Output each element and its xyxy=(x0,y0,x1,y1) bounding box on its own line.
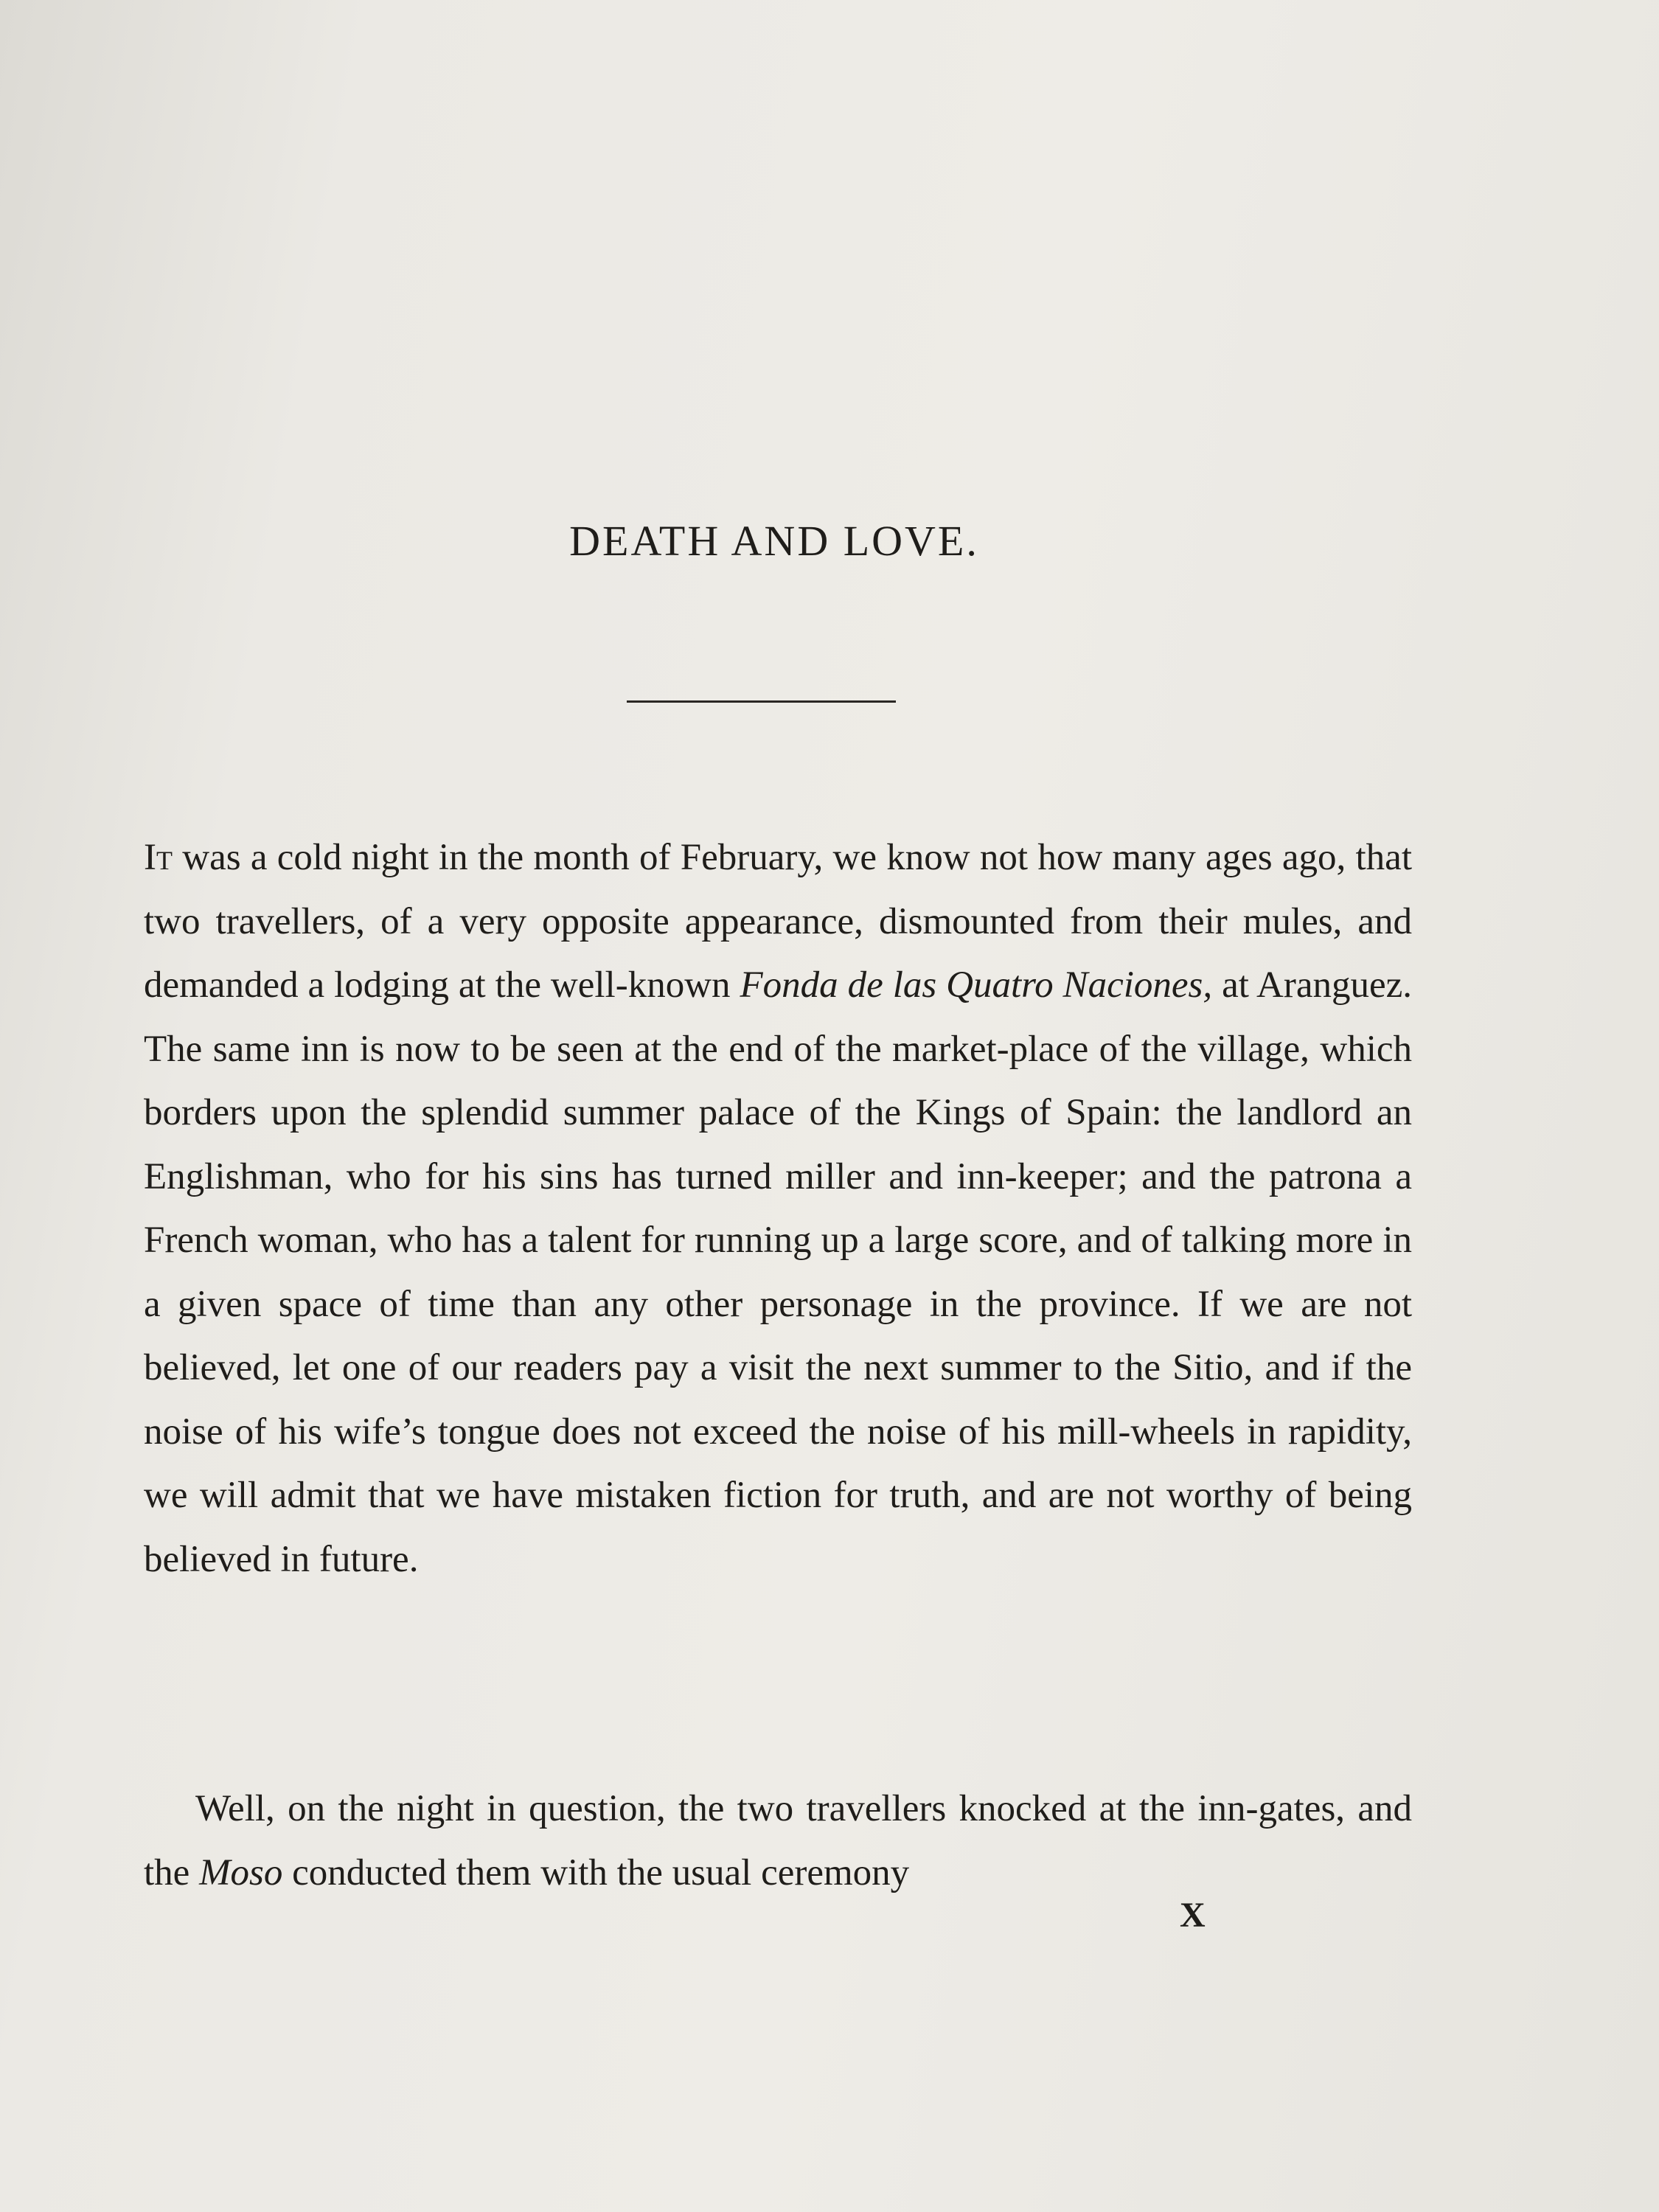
title-divider xyxy=(627,700,896,703)
paragraph-1 xyxy=(144,826,1412,1591)
signature-mark: X xyxy=(1180,1896,1206,1935)
paragraph-1-italic-inn-name: Fonda de las Quatro Naciones, xyxy=(740,964,1213,1006)
paragraph-2-text-b: conducted them with the usual ceremony xyxy=(282,1851,910,1893)
paragraph-2-italic-moso: Moso xyxy=(199,1851,283,1893)
paragraph-1-lead: It xyxy=(144,837,173,878)
paragraph-2 xyxy=(144,1777,1412,1905)
chapter-title: DEATH AND LOVE. xyxy=(569,517,979,565)
paragraph-1-text-b: at Aranguez. The same inn is now to be seen at the end of the market-place of the village, which borders upon the splendid summer palace of the Kings of Spain: the landlord an Englishman, who for his sins has turned miller and inn-keeper; and the patrona a French woman, who has a talent for running up a large score, and of talking more in a given space of time than any other personage in the province. If we are not believed, let one of our readers pay a visit the next summer to the Sitio, and if the noise of his wife’s tongue does not exceed the noise of his mill-wheels in rapidity, we will admit that we have mistaken fiction for truth, and are not worthy of being believed in future. xyxy=(144,964,1412,1580)
paragraph-1-text-a: was a cold night in the month of February, we know not how many ages ago, that two travellers, of a very opposite appearance, dismounted from their mules, and demanded a lodging at the well-known xyxy=(144,837,1412,1006)
paragraph-2-text-a: Well, on the night in question, the two travellers knocked at the inn-gates, and the xyxy=(144,1788,1412,1893)
